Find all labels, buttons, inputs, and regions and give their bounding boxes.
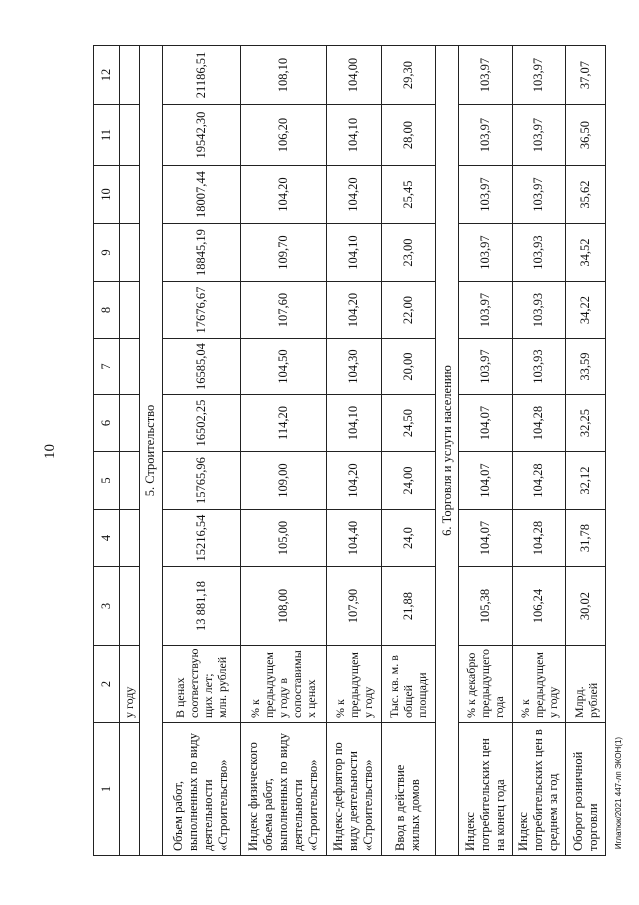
value-cell: 104,40 xyxy=(326,510,381,567)
value-cell: 32,25 xyxy=(566,395,606,452)
unit-cell: Тыс. кв. м. в общей площади xyxy=(381,646,436,723)
table-body xyxy=(94,46,606,856)
value-cell: 104,10 xyxy=(326,105,381,166)
value-cell: 105,38 xyxy=(458,567,512,646)
table-cell xyxy=(119,567,139,646)
value-cell: 114,20 xyxy=(241,395,327,452)
value-cell: 108,10 xyxy=(241,46,327,105)
value-cell: 103,97 xyxy=(458,105,512,166)
value-cell: 104,28 xyxy=(512,395,566,452)
value-cell: 104,00 xyxy=(326,46,381,105)
value-cell: 103,97 xyxy=(458,46,512,105)
value-cell: 17676,67 xyxy=(162,282,240,339)
value-cell: 106,24 xyxy=(512,567,566,646)
value-cell: 103,97 xyxy=(512,166,566,224)
value-cell: 24,50 xyxy=(381,395,436,452)
table-cell xyxy=(119,105,139,166)
value-cell: 109,00 xyxy=(241,452,327,510)
indicators-table xyxy=(93,45,606,856)
value-cell: 104,10 xyxy=(326,395,381,452)
value-cell: 104,20 xyxy=(326,282,381,339)
column-number: 11 xyxy=(94,105,120,166)
value-cell: 28,00 xyxy=(381,105,436,166)
value-cell: 108,00 xyxy=(241,567,327,646)
value-cell: 104,07 xyxy=(458,510,512,567)
unit-cell: у году xyxy=(119,646,139,723)
value-cell: 103,97 xyxy=(458,224,512,282)
table-row xyxy=(566,46,606,856)
value-cell: 107,60 xyxy=(241,282,327,339)
column-number: 8 xyxy=(94,282,120,339)
footer-note: Иглатюк/2021 447-лп ЭКОН(1) xyxy=(614,736,623,850)
value-cell: 104,20 xyxy=(326,452,381,510)
value-cell: 18845,19 xyxy=(162,224,240,282)
value-cell: 35,62 xyxy=(566,166,606,224)
indicator-label: Ввод в действие жилых домов xyxy=(381,723,436,856)
value-cell: 15765,96 xyxy=(162,452,240,510)
value-cell: 104,28 xyxy=(512,452,566,510)
column-number-row xyxy=(94,46,120,856)
table-cell xyxy=(119,723,139,856)
value-cell: 21,88 xyxy=(381,567,436,646)
column-number: 9 xyxy=(94,224,120,282)
value-cell: 16502,25 xyxy=(162,395,240,452)
column-number: 7 xyxy=(94,339,120,395)
value-cell: 104,20 xyxy=(326,166,381,224)
table-cell xyxy=(119,452,139,510)
value-cell: 13 881,18 xyxy=(162,567,240,646)
value-cell: 109,70 xyxy=(241,224,327,282)
section-row-trade xyxy=(436,46,459,856)
value-cell: 103,97 xyxy=(512,46,566,105)
value-cell: 31,78 xyxy=(566,510,606,567)
value-cell: 25,45 xyxy=(381,166,436,224)
table-cell xyxy=(119,339,139,395)
table-cell xyxy=(119,282,139,339)
value-cell: 16585,04 xyxy=(162,339,240,395)
value-cell: 34,22 xyxy=(566,282,606,339)
value-cell: 104,07 xyxy=(458,452,512,510)
value-cell: 33,59 xyxy=(566,339,606,395)
value-cell: 104,28 xyxy=(512,510,566,567)
value-cell: 22,00 xyxy=(381,282,436,339)
rotated-table-container xyxy=(93,46,606,856)
value-cell: 29,30 xyxy=(381,46,436,105)
value-cell: 103,97 xyxy=(458,339,512,395)
value-cell: 15216,54 xyxy=(162,510,240,567)
value-cell: 37,07 xyxy=(566,46,606,105)
indicator-label: Индекс потребительских цен в среднем за год xyxy=(512,723,566,856)
column-number: 2 xyxy=(94,646,120,723)
value-cell: 24,0 xyxy=(381,510,436,567)
value-cell: 105,00 xyxy=(241,510,327,567)
table-cell xyxy=(119,395,139,452)
unit-cell: % к предыдущем у году xyxy=(326,646,381,723)
unit-cell: % к предыдущем у году xyxy=(512,646,566,723)
table-cell xyxy=(119,224,139,282)
value-cell: 103,97 xyxy=(512,105,566,166)
column-number: 6 xyxy=(94,395,120,452)
column-number: 3 xyxy=(94,567,120,646)
value-cell: 34,52 xyxy=(566,224,606,282)
value-cell: 104,20 xyxy=(241,166,327,224)
unit-cell: Млрд. рублей xyxy=(566,646,606,723)
value-cell: 104,30 xyxy=(326,339,381,395)
value-cell: 18007,44 xyxy=(162,166,240,224)
table-row xyxy=(326,46,381,856)
column-number: 4 xyxy=(94,510,120,567)
unit-cell: % к предыдущем у году в сопоставимы х ценах xyxy=(241,646,327,723)
table-row xyxy=(458,46,512,856)
indicator-label: Индекс-дефлятор по виду деятельности «Строительство» xyxy=(326,723,381,856)
column-number: 12 xyxy=(94,46,120,105)
indicator-label: Индекс потребительских цен на конец года xyxy=(458,723,512,856)
value-cell: 30,02 xyxy=(566,567,606,646)
value-cell: 104,07 xyxy=(458,395,512,452)
value-cell: 24,00 xyxy=(381,452,436,510)
value-cell: 103,93 xyxy=(512,339,566,395)
table-cell xyxy=(119,46,139,105)
value-cell: 103,97 xyxy=(458,282,512,339)
column-number: 1 xyxy=(94,723,120,856)
value-cell: 103,93 xyxy=(512,282,566,339)
section-heading: 6. Торговля и услуги населению xyxy=(436,46,459,856)
value-cell: 103,97 xyxy=(458,166,512,224)
page-number: 10 xyxy=(42,444,58,459)
section-row-construction xyxy=(140,46,163,856)
value-cell: 106,20 xyxy=(241,105,327,166)
table-row xyxy=(241,46,327,856)
value-cell: 23,00 xyxy=(381,224,436,282)
unit-cell: % к декабрю предыдущего года xyxy=(458,646,512,723)
column-number: 10 xyxy=(94,166,120,224)
column-number: 5 xyxy=(94,452,120,510)
value-cell: 107,90 xyxy=(326,567,381,646)
unit-cell: В ценах соответствую щих лет; млн. рублей xyxy=(162,646,240,723)
table-row xyxy=(512,46,566,856)
value-cell: 104,10 xyxy=(326,224,381,282)
value-cell: 32,12 xyxy=(566,452,606,510)
value-cell: 36,50 xyxy=(566,105,606,166)
table-row xyxy=(381,46,436,856)
value-cell: 20,00 xyxy=(381,339,436,395)
value-cell: 104,50 xyxy=(241,339,327,395)
section-heading: 5. Строительство xyxy=(140,46,163,856)
table-cell xyxy=(119,510,139,567)
table-cell xyxy=(119,166,139,224)
value-cell: 103,93 xyxy=(512,224,566,282)
value-cell: 21186,51 xyxy=(162,46,240,105)
continuation-row xyxy=(119,46,139,856)
indicator-label: Индекс физического объема работ, выполненных по виду деятельности «Строительство» xyxy=(241,723,327,856)
indicator-label: Объем работ, выполненных по виду деятельности «Строительство» xyxy=(162,723,240,856)
value-cell: 19542,30 xyxy=(162,105,240,166)
table-row xyxy=(162,46,240,856)
indicator-label: Оборот розничной торговли xyxy=(566,723,606,856)
